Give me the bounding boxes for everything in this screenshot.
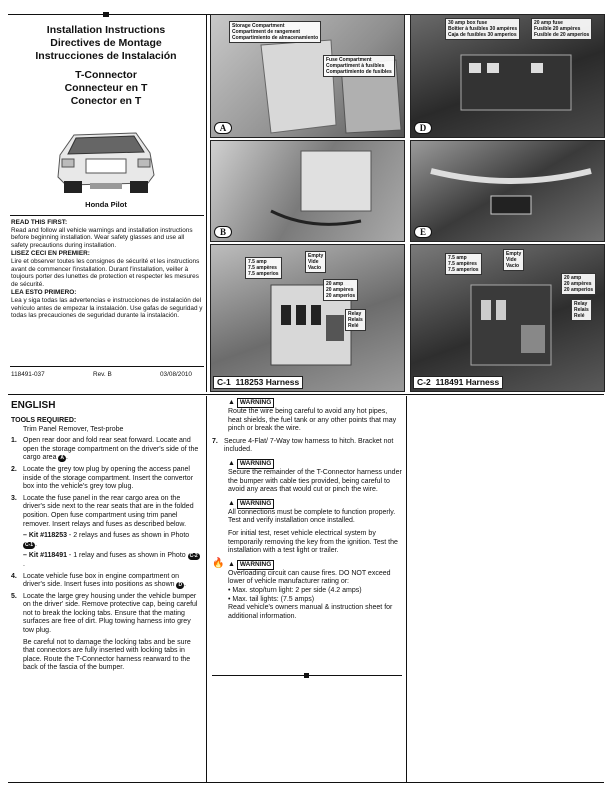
step-3: [11, 495, 201, 529]
warning-4: [212, 557, 402, 622]
owners-manual-text: Read vehicle's owners manual & instruction sheet for additional information.: [228, 604, 393, 620]
read-first-text-es: Lea y siga todas las advertencias e instrucciones de instalación del vehículo antes de empezar la instalación. Use gafas de seguridad y todas las precauciones de seguridad durante la instalación.: [11, 296, 203, 320]
title-en: Installation Instructions: [46, 24, 166, 36]
step-7: [212, 438, 402, 455]
photo-ref-a-icon: A: [60, 455, 65, 462]
callout-c1-75amp: 7.5 amp 7.5 ampères 7.5 amperios: [245, 257, 282, 279]
read-first-text-fr: Lire et observer toutes les consignes de sécurité et les instructions avant de commencer l'installation. Durant l'installation, veiller à toujours porter des lunettes de protection et respecter les mesures de sécurité.: [11, 257, 200, 288]
step-1-text: Open rear door and fold rear seat forward. Locate and open the storage compartment on the driver's side of the cargo area: [23, 437, 199, 462]
step-5: [11, 593, 201, 636]
step-1: 1. Open rear door and fold rear seat forward. Locate and open the storage compartment on the driver's side of the cargo area A .: [11, 437, 199, 462]
product-es: Conector en T: [70, 95, 142, 107]
top-rule-marker: [103, 12, 109, 17]
step-7-text: Secure 4-Flat/ 7-Way tow harness to hitch. Bracket not included.: [224, 437, 394, 454]
callout-c2-75amp: 7.5 amp 7.5 ampères 7.5 amperios: [445, 253, 482, 275]
warning-4-label: WARNING: [237, 560, 274, 570]
warning-triangle-icon: ▲: [228, 499, 235, 507]
photo-b: [210, 140, 405, 242]
photo-ref-c1-icon: C-1: [25, 541, 34, 548]
step-2-text: Locate the grey tow plug by opening the access panel inside of the storage compartment. Insert the convertor box into the vehicle's grey tow plug.: [23, 465, 194, 491]
divider-left: [206, 14, 207, 392]
callout-20amp-fuse: 20 amp fuse Fusible 20 ampères Fusible de 20 amperios: [531, 18, 592, 40]
read-first-text-en: Read and follow all vehicle warnings and installation instructions before beginning installation. Wear safety glasses and use all safety precautions during installation.: [11, 226, 193, 249]
english-column: [11, 400, 201, 673]
step-7-num: 7.: [212, 437, 218, 445]
warning-1-label: WARNING: [237, 398, 274, 408]
tools-list: Trim Panel Remover, Test-probe: [23, 425, 124, 433]
step-5-extra: Be careful not to damage the locking tabs and be sure that connectors are fully inserted with locking tabs in place. Route the T-Connector harness rearward to the back of the fascia of the bumper.: [23, 638, 191, 672]
callout-c2-relay: Relay Relais Relé: [571, 299, 592, 321]
initial-test-text: For initial test, reset vehicle electrical system by temporarily removing the key from the ignition. Test the installation with a test light or trailer.: [228, 529, 398, 555]
bullet-stop-turn: • Max. stop/turn light: 2 per side (4.2 amps): [228, 586, 362, 594]
warning-2: [212, 459, 402, 495]
step-1-num: 1.: [11, 437, 17, 445]
callout-c2-20amp: 20 amp 20 ampères 20 amperios: [561, 273, 596, 295]
vehicle-image: [50, 125, 162, 197]
bullet-tail-lights: • Max. tail lights: (7.5 amps): [228, 595, 315, 603]
step-5-text: Locate the large grey housing under the vehicle bumper on the driver' side. Remove protective cap, being careful not to break the locking tabs. Ensure that the mating surfaces are free of dirt. Plug towing harness into grey tow plug.: [23, 592, 198, 635]
photo-c1: [210, 244, 405, 392]
harness-label-c1: [213, 376, 303, 389]
photo-e-label: E: [414, 226, 432, 238]
warning-triangle-icon: ▲: [228, 560, 235, 568]
callout-c1-relay: Relay Relais Relé: [345, 309, 366, 331]
warning-3-label: WARNING: [237, 499, 274, 509]
read-first-title-es: LEA ESTO PRIMERO:: [11, 289, 77, 297]
photo-c1-harness: 118253 Harness: [235, 377, 300, 387]
warning-1: [212, 398, 402, 434]
warning-3: [212, 499, 402, 526]
step-4-num: 4.: [11, 572, 17, 580]
step-2-num: 2.: [11, 465, 17, 473]
harness-label-c2: [413, 376, 503, 389]
step-5-num: 5.: [11, 592, 17, 600]
mid-rule: [8, 394, 604, 395]
warning-1-text: Route the wire being careful to avoid any hot pipes, heat shields, the fuel tank or any other points that may pinch or break the wire.: [228, 408, 397, 433]
photo-d-label: D: [414, 122, 432, 134]
read-first-title-fr: LISEZ CECI EN PREMIER:: [11, 250, 90, 258]
warning-2-text: Secure the remainder of the T-Connector harness under the bumper with cable ties provided, being careful to avoid any areas that would cut or pinch the wire.: [228, 468, 402, 494]
divider-col3: [406, 396, 407, 782]
column-2: [212, 398, 402, 623]
step-4-text: Locate vehicle fuse box in engine compartment on driver's side. Insert fuses into positions as shown: [23, 572, 180, 589]
kit2-label: – Kit #118491: [23, 552, 67, 560]
step-2: [11, 466, 201, 492]
callout-c1-empty: Empty Vide Vacío: [305, 251, 326, 273]
title-es: Instrucciones de Instalación: [35, 50, 177, 62]
read-first-title-en: READ THIS FIRST:: [11, 219, 68, 226]
photo-c1-letter: C-1: [217, 377, 231, 387]
photo-d: [410, 14, 605, 138]
read-first-block: [11, 219, 203, 320]
step-3-text: Locate the fuse panel in the rear cargo area on the driver's side next to the rear seats that are in the folded position. Open fuse compartment using trim panel remover. Insert relays and fuses as described below.: [23, 494, 194, 528]
photo-a: [210, 14, 405, 138]
title-fr: Directives de Montage: [50, 37, 162, 49]
part-number: 118491-037: [11, 371, 45, 378]
photo-ref-c2-icon: C-2: [189, 553, 198, 560]
vehicle-caption: Honda Pilot: [85, 200, 127, 209]
kit1-label: – Kit #118253: [23, 532, 67, 540]
callout-30amp-box-fuse: 30 amp box fuse Boîtier à fusibles 30 ampères Caja de fusibles 30 amperios: [445, 18, 520, 40]
step-3-num: 3.: [11, 494, 17, 502]
step-4: 4. Locate vehicle fuse box in engine compartment on driver's side. Insert fuses into positions as shown D .: [11, 572, 187, 589]
photo-c2-harness: 118491 Harness: [435, 377, 500, 387]
bottom-rule: [8, 782, 604, 783]
callout-storage-compartment: Storage Compartment Compartiment de rangement Compartimiento de almacenamiento: [229, 21, 321, 43]
product-fr: Connecteur en T: [64, 82, 148, 94]
revision: Rev. B: [93, 371, 112, 378]
photo-ref-d-icon: D: [178, 582, 183, 589]
callout-fuse-compartment: Fuse Compartment Compartiment à fusibles Compartimiento de fusibles: [323, 55, 395, 77]
date: 03/08/2010: [160, 371, 192, 378]
title-block: [10, 24, 202, 108]
english-heading: ENGLISH: [11, 400, 56, 411]
warning-4-text: Overloading circuit can cause fires. DO NOT exceed lower of vehicle manufacturer rating or:: [228, 569, 391, 586]
product-en: T-Connector: [75, 69, 137, 81]
photo-c2: [410, 244, 605, 392]
warning-triangle-icon: ▲: [228, 459, 235, 467]
photo-a-label: A: [214, 122, 232, 134]
tools-title: TOOLS REQUIRED:: [11, 417, 77, 424]
photo-e: [410, 140, 605, 242]
kit1-text: - 2 relays and fuses as shown in Photo: [66, 532, 190, 540]
kit2-text: - 1 relay and fuses as shown in Photo: [66, 552, 186, 560]
photo-b-label: B: [214, 226, 232, 238]
callout-c2-empty: Empty Vide Vacío: [503, 249, 524, 271]
kit-118491: – Kit #118491 - 1 relay and fuses as shown in Photo C-2.: [23, 552, 198, 568]
divider-col2: [206, 396, 207, 782]
warning-2-label: WARNING: [237, 459, 274, 469]
column-2-end-marker: [304, 673, 309, 678]
callout-c1-20amp: 20 amp 20 ampères 20 amperios: [323, 279, 358, 301]
warning-triangle-icon: ▲: [228, 399, 235, 406]
photo-c2-letter: C-2: [417, 377, 431, 387]
warning-3-text: All connections must be complete to function properly. Test and verify installation once installed.: [228, 508, 396, 525]
read-first-rule: [10, 215, 204, 216]
fire-icon: 🔥: [212, 557, 225, 569]
footer-info-rule: [10, 366, 204, 367]
kit-118253: – Kit #118253 - 2 relays and fuses as shown in Photo C-1 .: [23, 532, 190, 548]
